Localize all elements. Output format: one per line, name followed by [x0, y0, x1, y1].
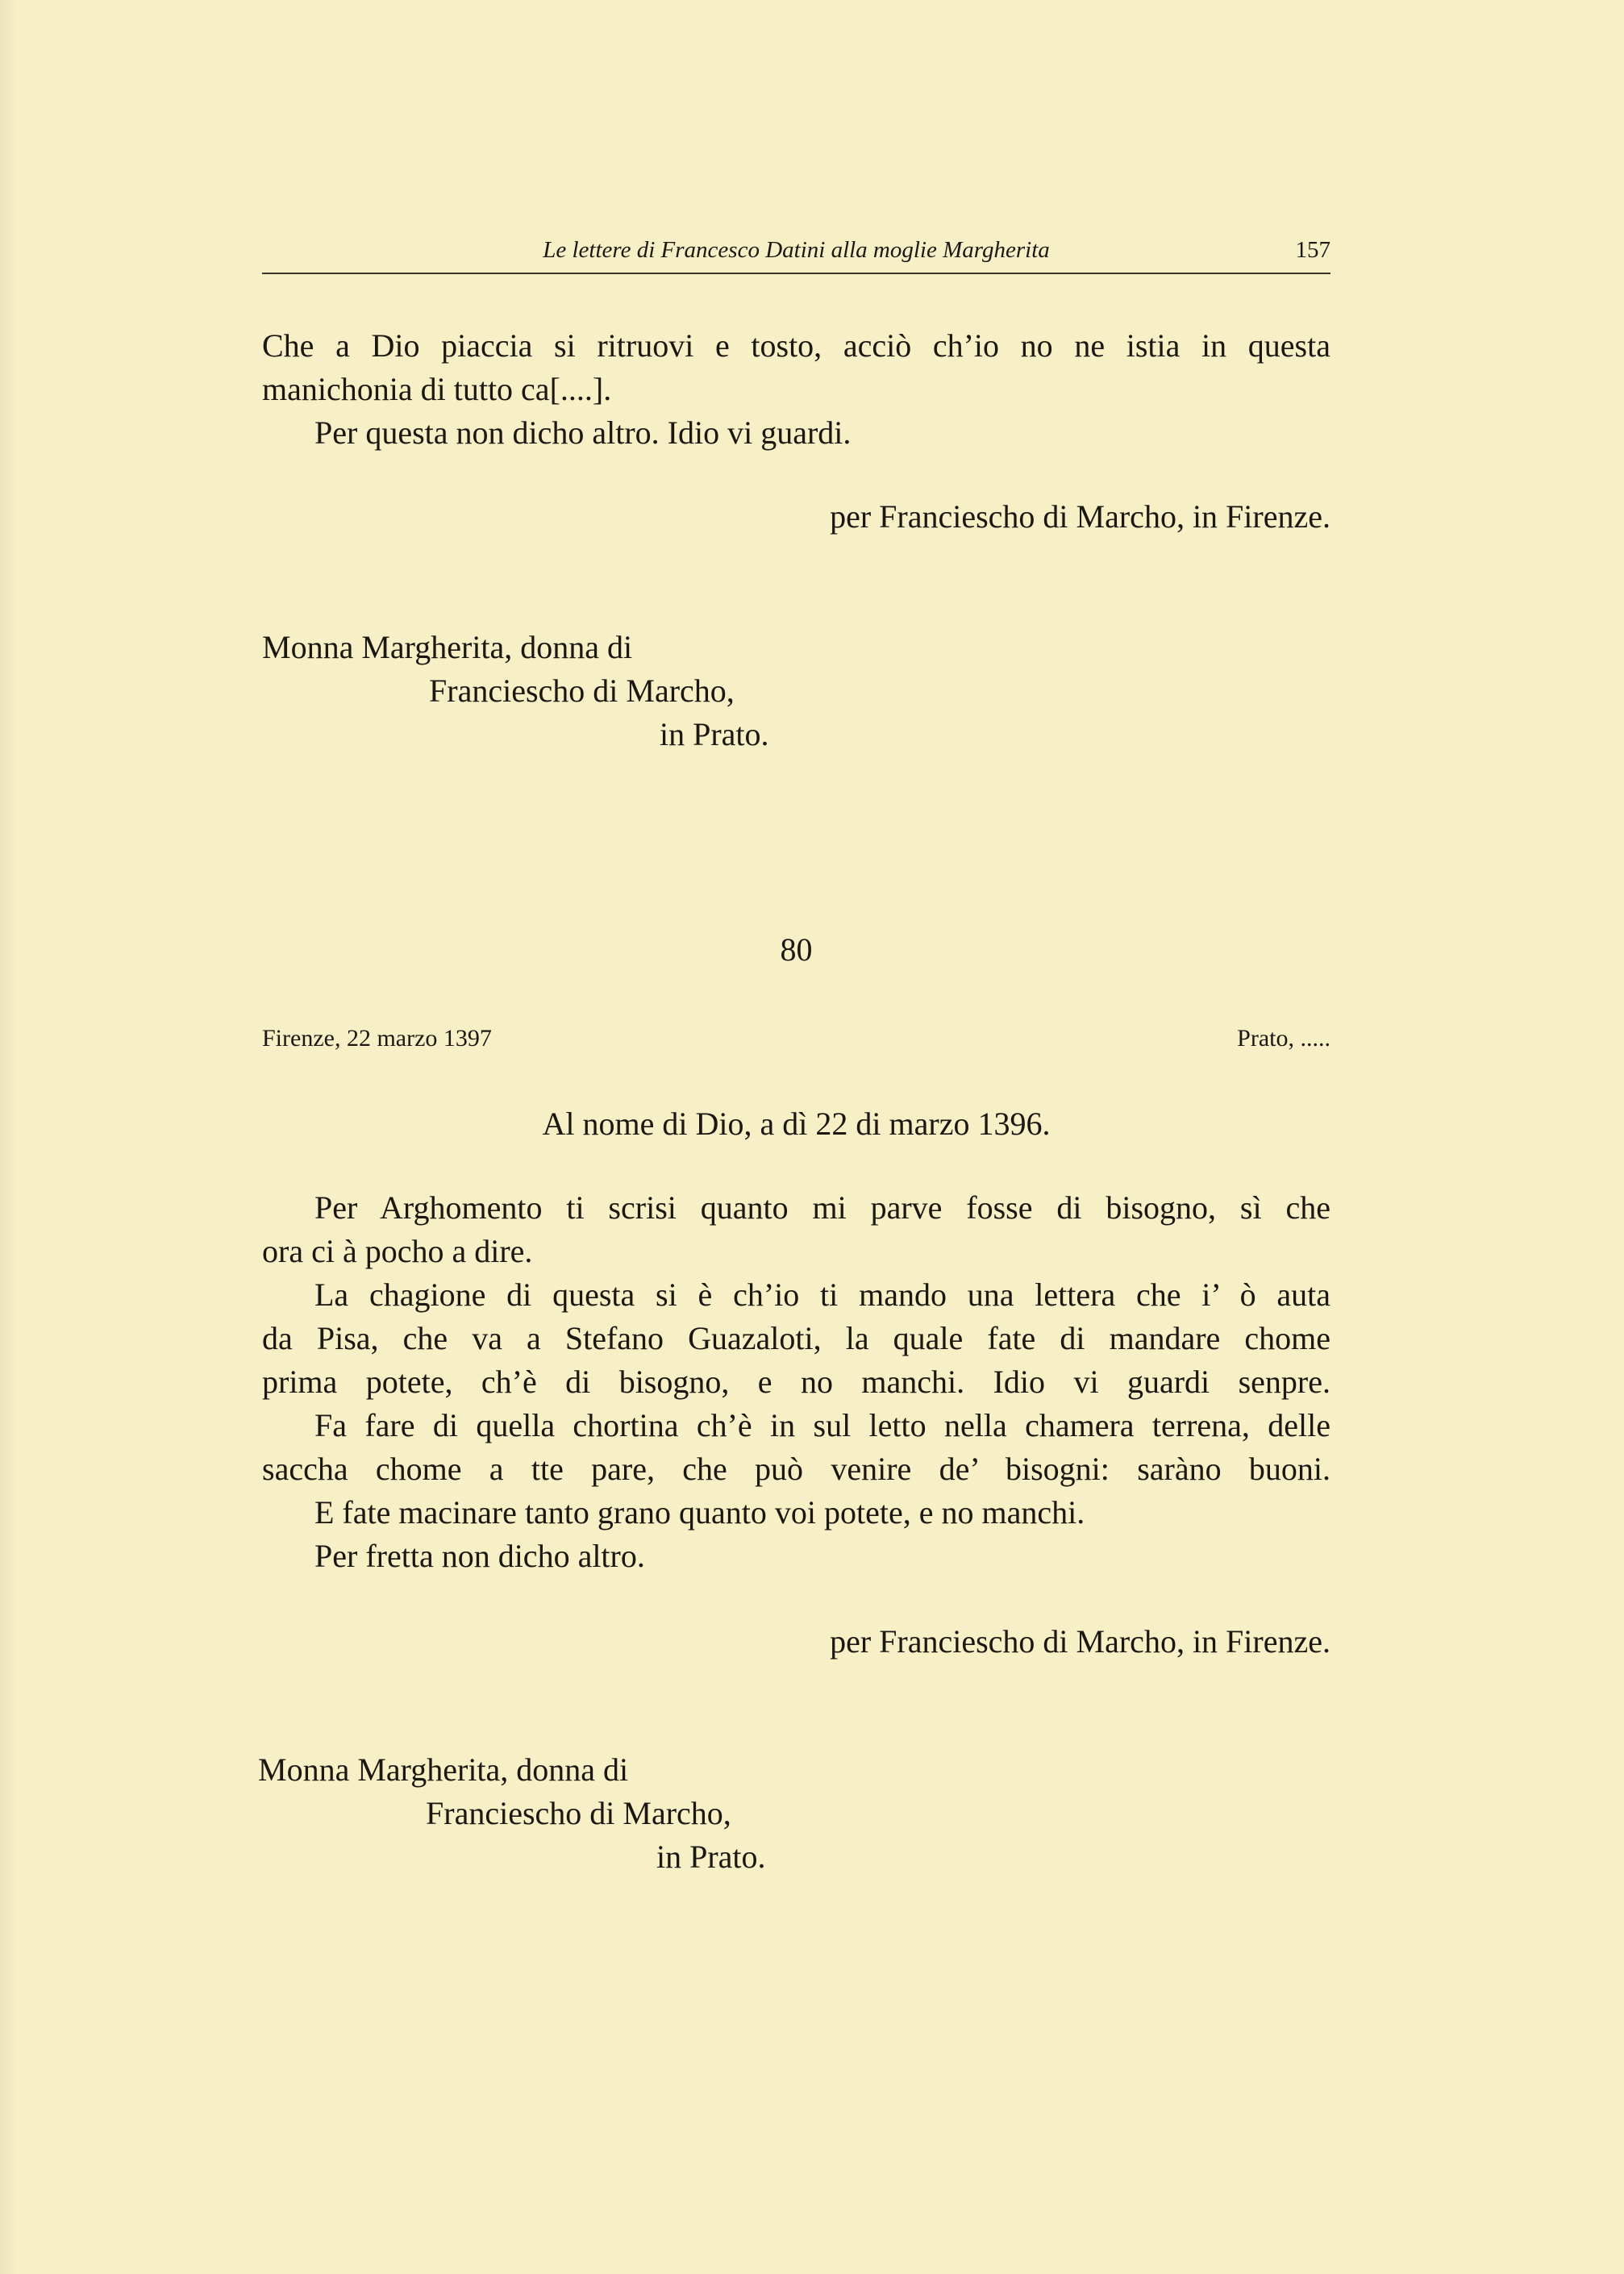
signature-line: per Franciescho di Marcho, in Firenze.	[830, 1623, 1330, 1660]
text-line: Che a Dio piaccia si ritruovi e tosto, acciò ch’io no ne istia in questa	[262, 327, 1330, 364]
letter-80-body	[262, 1186, 1330, 1578]
signature-line: per Franciescho di Marcho, in Firenze.	[830, 498, 1330, 535]
text-line: saccha chome a tte pare, che può venire de’ bisogni: saràno buoni.	[262, 1451, 1330, 1487]
address-line-3: in Prato.	[660, 716, 769, 752]
letter-79-signature	[262, 495, 1330, 539]
destination: Prato, .....	[1237, 1025, 1330, 1052]
address-line-1: Monna Margherita, donna di	[262, 629, 633, 665]
text-line: La chagione di questa si è ch’io ti mando una lettera che i’ ò auta	[314, 1277, 1330, 1313]
text-line: Per Arghomento ti scrisi quanto mi parve fosse di bisogno, sì che	[314, 1189, 1330, 1226]
text-line: Fa fare di quella chortina ch’è in sul letto nella chamera terrena, delle	[314, 1407, 1330, 1443]
text-line: Per fretta non dicho altro.	[314, 1538, 645, 1574]
page-number: 157	[1295, 237, 1330, 263]
text-line: prima potete, ch’è di bisogno, e no manchi. Idio vi guardi senpre.	[262, 1364, 1330, 1400]
letter-opening: Al nome di Dio, a dì 22 di marzo 1396.	[542, 1106, 1051, 1142]
closing-line: Per questa non dicho altro. Idio vi guardi.	[314, 414, 852, 451]
letter-number: 80	[780, 931, 813, 968]
address-line-3: in Prato.	[656, 1839, 766, 1875]
address-line-2: Franciescho di Marcho,	[426, 1795, 731, 1831]
text-line: E fate macinare tanto grano quanto voi potete, e no manchi.	[314, 1494, 1085, 1531]
text-line: ora ci à pocho a dire.	[262, 1233, 533, 1269]
running-title: Le lettere di Francesco Datini alla moglie Margherita	[543, 237, 1050, 263]
place-date: Firenze, 22 marzo 1397	[262, 1025, 492, 1052]
running-header	[262, 234, 1330, 274]
letter-79-conclusion	[262, 324, 1330, 455]
page-edge-shadow	[0, 0, 18, 2274]
address-line-2: Franciescho di Marcho,	[429, 673, 735, 709]
text-line: manichonia di tutto ca[....].	[262, 371, 612, 407]
text-line: da Pisa, che va a Stefano Guazaloti, la quale fate di mandare chome	[262, 1320, 1330, 1356]
address-line-1: Monna Margherita, donna di	[258, 1751, 629, 1788]
letter-80-signature	[262, 1620, 1330, 1664]
